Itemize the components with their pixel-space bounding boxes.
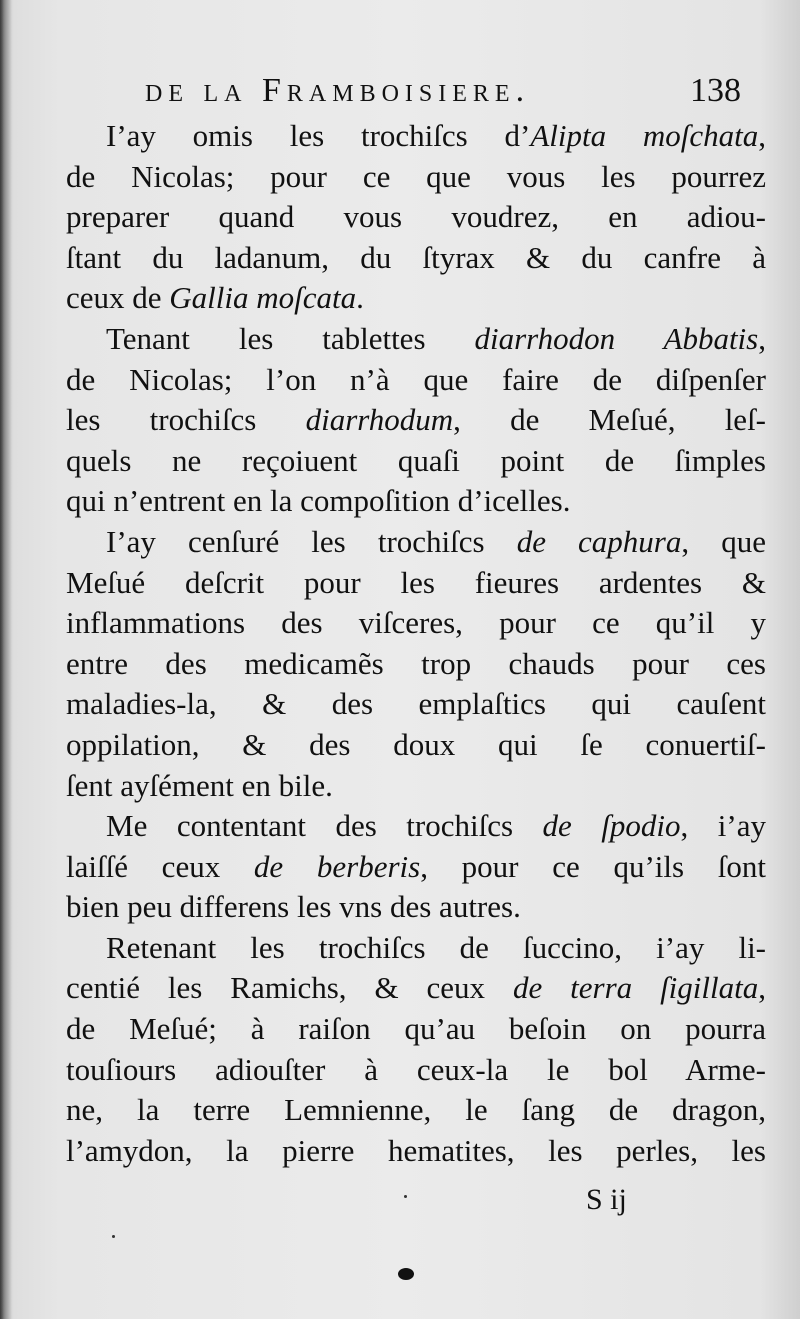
text-line: l’amydon, la pierre hematites, les perles, les bbox=[66, 1132, 766, 1168]
text-line: laiſſé ceux de berberis, pour ce qu’ils ſont bbox=[66, 848, 766, 884]
ink-blot bbox=[398, 1268, 414, 1280]
text-line: de Nicolas; l’on n’à que faire de diſpenſer bbox=[66, 361, 766, 397]
text-line: inflammations des viſceres, pour ce qu’il y bbox=[66, 605, 766, 641]
text-line: de Nicolas; pour ce que vous les pourrez bbox=[66, 158, 766, 194]
signature-mark: S ij bbox=[586, 1183, 627, 1216]
text-line: quels ne reçoiuent quaſi point de ſimples bbox=[66, 442, 766, 478]
text-line: Tenant les tablettes diarrhodon Abbatis, bbox=[106, 320, 766, 356]
text-line: de Meſué; à raiſon qu’au beſoin on pourra bbox=[66, 1011, 766, 1047]
paragraph bbox=[66, 522, 766, 806]
text-line: oppilation, & des doux qui ſe conuertiſ- bbox=[66, 726, 766, 762]
gutter-shadow bbox=[0, 0, 12, 1319]
text-line: bien peu differens les vns des autres. bbox=[66, 889, 521, 925]
text-line: Me contentant des trochiſcs de ſpodio, i’ay bbox=[106, 808, 766, 844]
text-line: ceux de Gallia moſcata. bbox=[66, 280, 364, 316]
text-line: centié les Ramichs, & ceux de terra ſigillata, bbox=[66, 970, 766, 1006]
paragraph bbox=[66, 928, 766, 1172]
text-line: Retenant les trochiſcs de ſuccino, i’ay li- bbox=[106, 929, 766, 965]
paper-speck bbox=[404, 1195, 407, 1198]
text-line: maladies-la, & des emplaſtics qui cauſent bbox=[66, 686, 766, 722]
text-line: preparer quand vous voudrez, en adiou- bbox=[66, 199, 766, 235]
text-line: ne, la terre Lemnienne, le ſang de dragon, bbox=[66, 1092, 766, 1128]
text-line: entre des medicamẽs trop chauds pour ces bbox=[66, 645, 766, 681]
running-title: de la Framboisiere. bbox=[145, 72, 531, 109]
running-head bbox=[145, 72, 745, 122]
paper-speck bbox=[112, 1235, 115, 1238]
text-line: les trochiſcs diarrhodum, de Meſué, leſ- bbox=[66, 402, 767, 438]
page-number: 138 bbox=[690, 72, 741, 109]
text-line: I’ay omis les trochiſcs d’Alipta moſchata, bbox=[106, 118, 766, 153]
paragraph bbox=[66, 319, 766, 522]
text-line: qui n’entrent en la compoſition d’icelles. bbox=[66, 483, 571, 519]
text-line: I’ay cenſuré les trochiſcs de caphura, que bbox=[106, 523, 766, 559]
text-line: ſent ayſément en bile. bbox=[66, 767, 333, 803]
body-text bbox=[66, 116, 766, 1171]
paragraph bbox=[66, 806, 766, 928]
paragraph bbox=[66, 116, 766, 319]
text-line: Meſué deſcrit pour les fieures ardentes & bbox=[66, 564, 766, 600]
text-line: ſtant du ladanum, du ſtyrax & du canfre à bbox=[66, 239, 766, 275]
text-line: touſiours adiouſter à ceux-la le bol Arme- bbox=[66, 1051, 766, 1087]
